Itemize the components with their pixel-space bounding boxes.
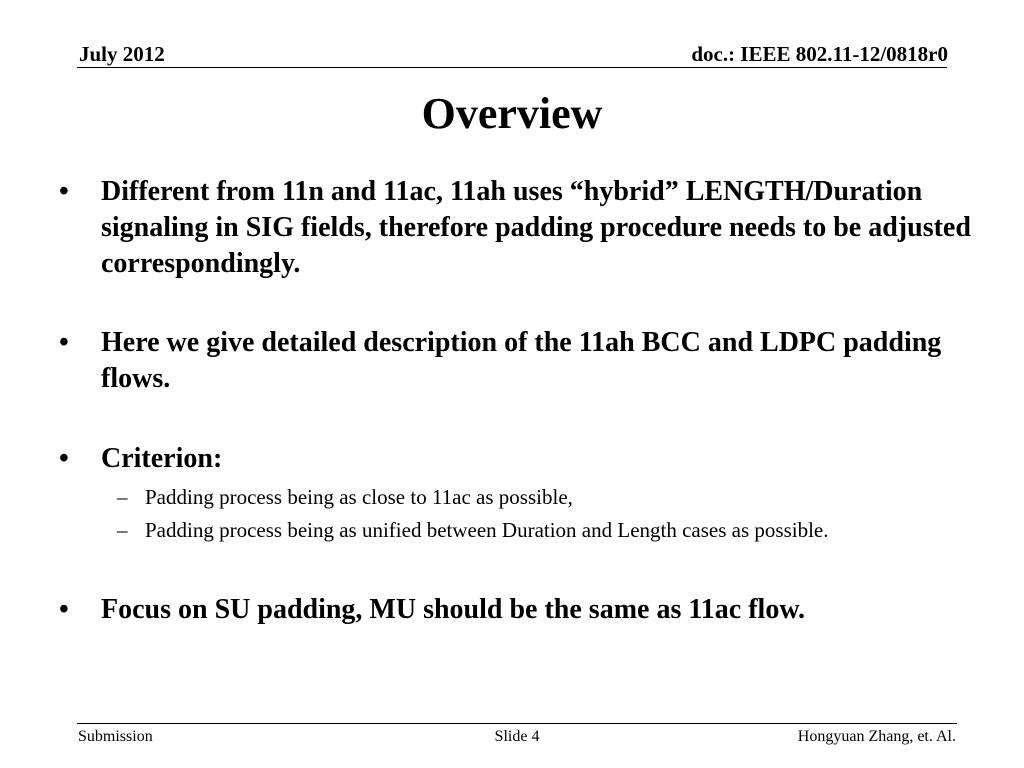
bullet-text: Here we give detailed description of the 11ah BCC and LDPC padding flows. [101,327,942,394]
sub-bullet-marker: – [117,485,128,509]
bullet-text: Criterion: [101,443,223,474]
footer-divider [77,723,957,724]
sub-bullet-item [117,483,997,511]
header-doc-id: doc.: IEEE 802.11-12/0818r0 [691,42,948,66]
sub-bullet-marker: – [117,518,128,542]
sub-bullet-item [117,516,997,544]
header-date: July 2012 [79,42,165,66]
footer-submission: Submission [78,728,153,745]
sub-bullet-text: Padding process being as close to 11ac as possible, [145,485,573,509]
header-divider [77,67,947,68]
bullet-item [59,441,979,477]
bullet-item [59,174,979,282]
bullet-marker: • [59,176,69,207]
bullet-marker: • [59,327,69,358]
bullet-item [59,325,979,397]
footer-slide-number: Slide 4 [494,728,540,745]
bullet-item [59,592,979,628]
slide-title: Overview [421,89,603,138]
bullet-text: Different from 11n and 11ac, 11ah uses “hybrid” LENGTH/Duration signaling in SIG fields, therefore padding procedure needs to be adjusted correspondingly. [101,176,971,279]
bullet-marker: • [59,594,69,625]
footer-authors: Hongyuan Zhang, et. Al. [797,728,956,745]
bullet-text: Focus on SU padding, MU should be the same as 11ac flow. [101,594,806,625]
bullet-marker: • [59,443,69,474]
sub-bullet-text: Padding process being as unified between Duration and Length cases as possible. [145,518,829,542]
